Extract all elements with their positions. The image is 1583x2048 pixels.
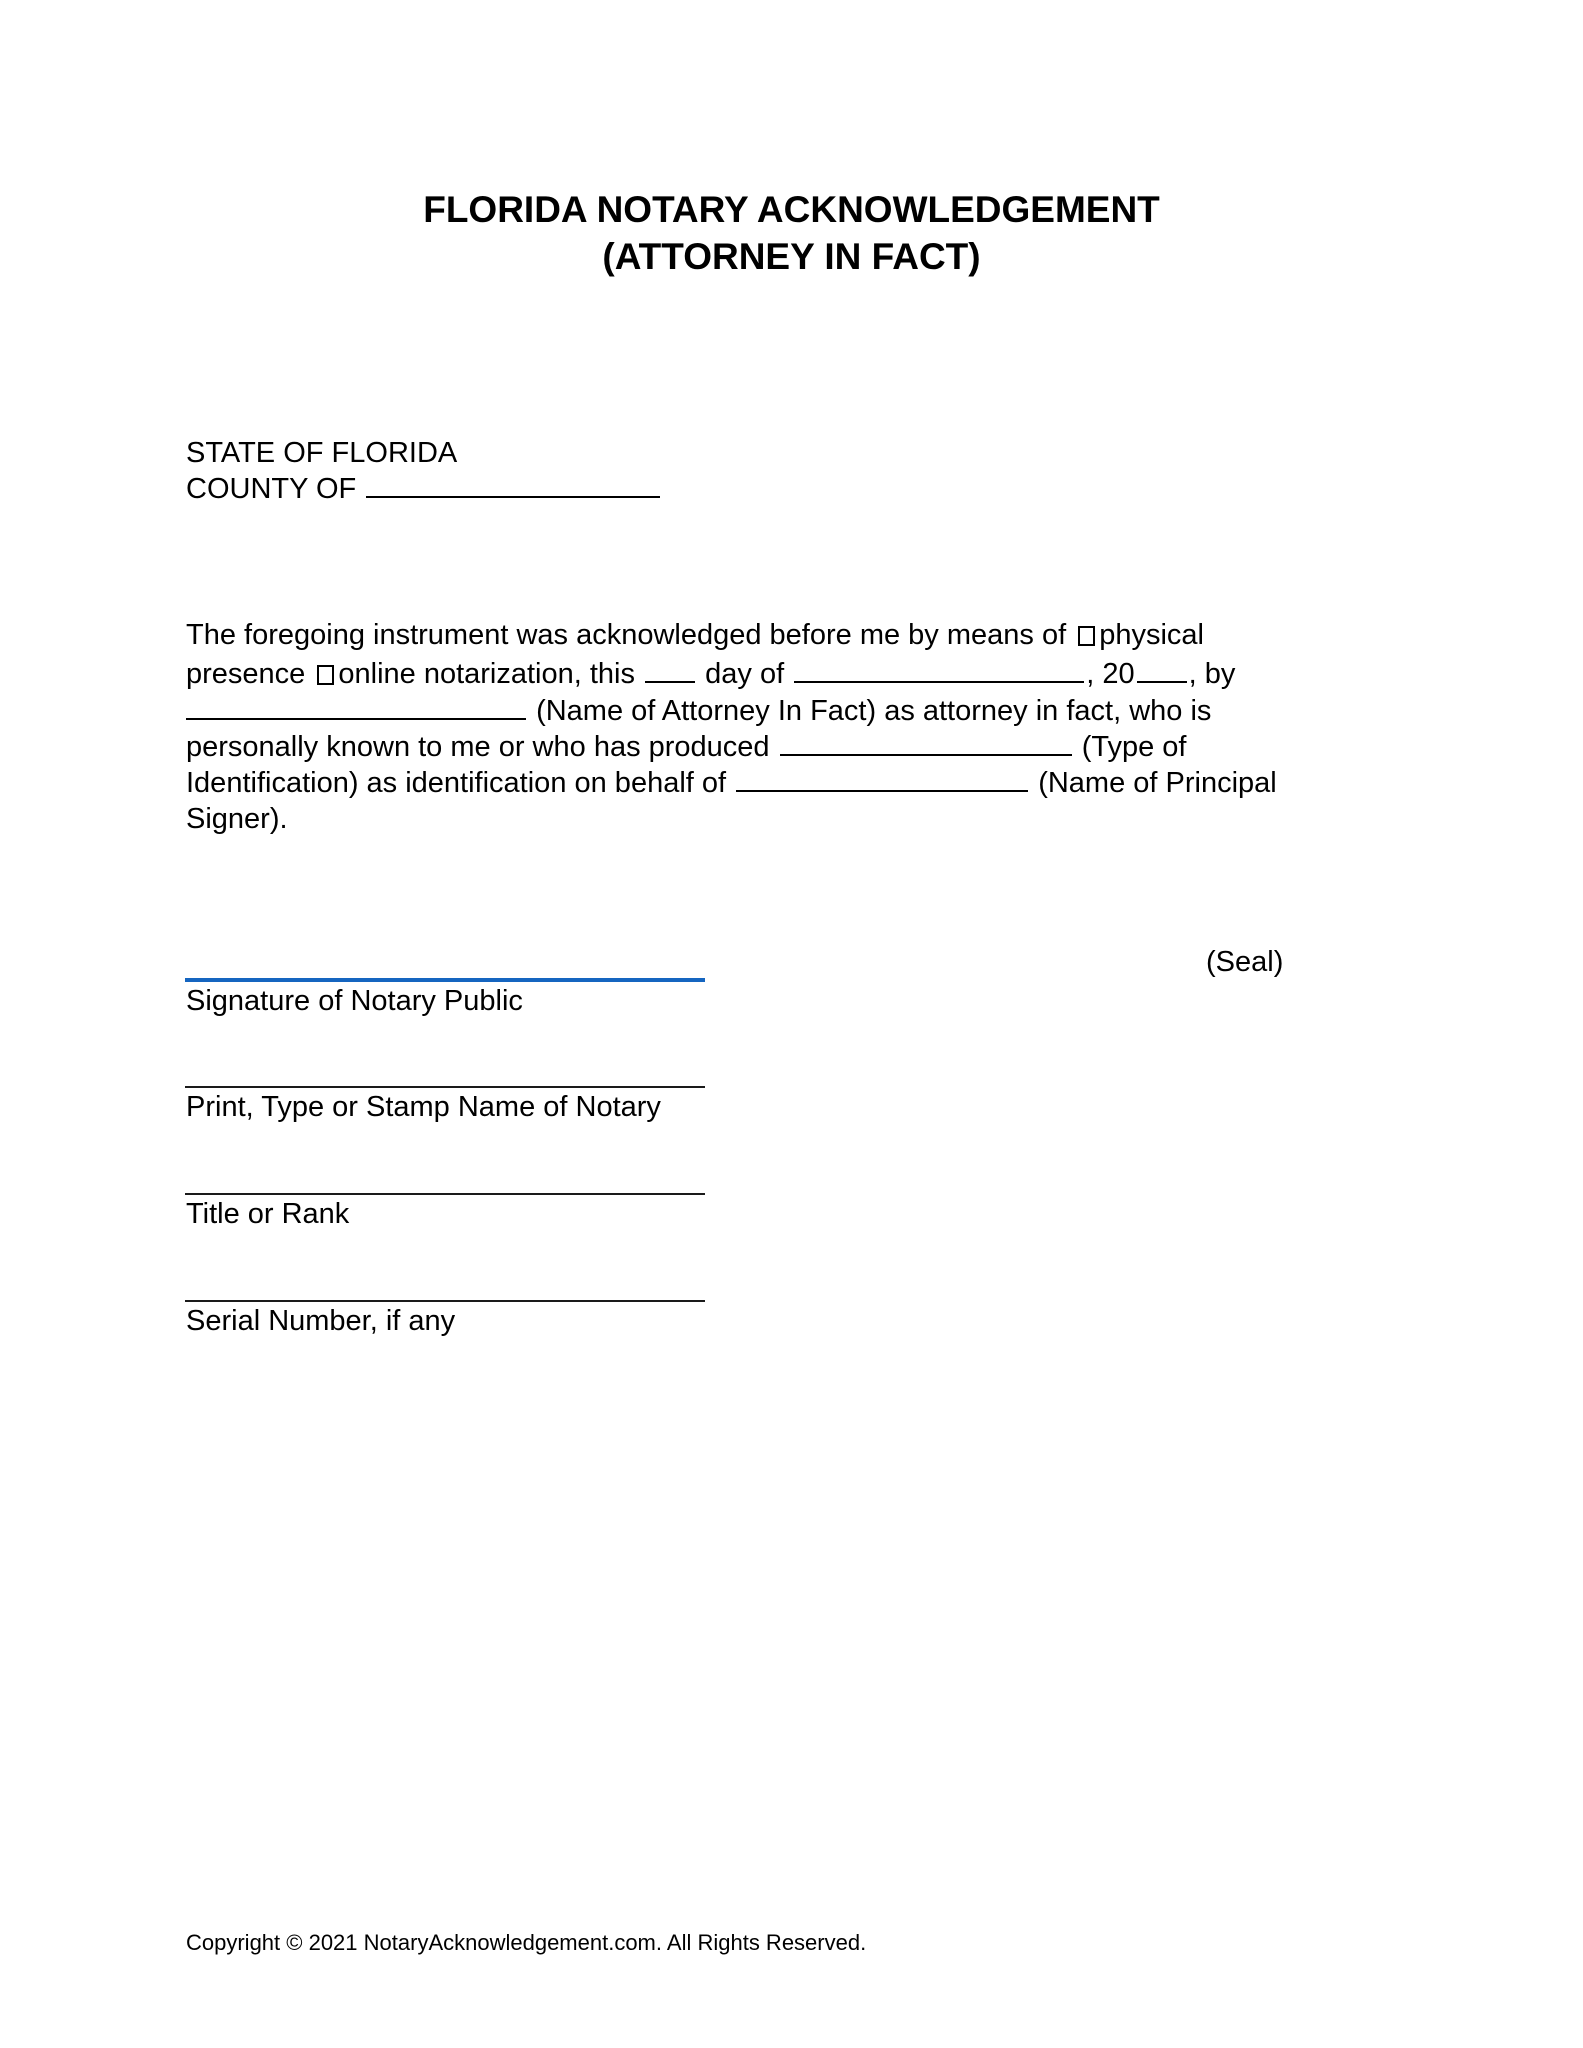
title-rank-line[interactable] (185, 1193, 705, 1195)
id-type-blank-field[interactable] (780, 753, 1072, 756)
body-text: The foregoing instrument was acknowledged before me by means of (186, 619, 1067, 651)
serial-number-line[interactable] (185, 1300, 705, 1302)
body-text: , 20 (1086, 658, 1135, 690)
body-line-6: Signer). (186, 803, 288, 835)
body-line-4 (186, 730, 1186, 764)
principal-name-blank-field[interactable] (736, 789, 1028, 792)
body-text: , by (1188, 658, 1236, 690)
body-text: Identification) as identification on behalf of (186, 767, 727, 799)
county-row (186, 472, 662, 506)
online-notarization-checkbox[interactable] (317, 665, 334, 685)
body-text: personally known to me or who has produced (186, 731, 770, 763)
body-line-5 (186, 766, 1277, 800)
body-text: (Type of (1081, 731, 1187, 763)
county-blank-field[interactable] (366, 495, 660, 498)
body-line-3 (186, 694, 1211, 728)
notary-name-line[interactable] (185, 1086, 705, 1088)
signature-label: Signature of Notary Public (186, 985, 523, 1017)
title-rank-label: Title or Rank (186, 1198, 350, 1230)
document-title-line1: FLORIDA NOTARY ACKNOWLEDGEMENT (423, 189, 1160, 230)
body-text: presence (186, 658, 306, 690)
body-text: physical (1099, 619, 1204, 651)
body-text: (Name of Principal (1038, 767, 1277, 799)
state-label: STATE OF FLORIDA (186, 437, 458, 469)
physical-presence-checkbox[interactable] (1078, 626, 1095, 646)
body-text: day of (705, 658, 785, 690)
notary-name-label: Print, Type or Stamp Name of Notary (186, 1091, 661, 1123)
month-blank-field[interactable] (794, 680, 1084, 683)
year-blank-field[interactable] (1137, 680, 1187, 683)
county-label: COUNTY OF (186, 473, 357, 505)
seal-label: (Seal) (1206, 946, 1284, 978)
copyright-footer: Copyright © 2021 NotaryAcknowledgement.com. All Rights Reserved. (186, 1930, 867, 1955)
body-line-2 (186, 657, 1235, 691)
body-text: (Name of Attorney In Fact) as attorney in fact, who is (536, 695, 1212, 727)
body-line-1 (186, 618, 1204, 652)
attorney-name-blank-field[interactable] (186, 717, 526, 720)
serial-number-label: Serial Number, if any (186, 1305, 456, 1337)
notary-signature-line[interactable] (185, 978, 705, 982)
day-blank-field[interactable] (645, 680, 695, 683)
body-text: online notarization, this (338, 658, 636, 690)
document-title-line2: (ATTORNEY IN FACT) (602, 236, 981, 277)
